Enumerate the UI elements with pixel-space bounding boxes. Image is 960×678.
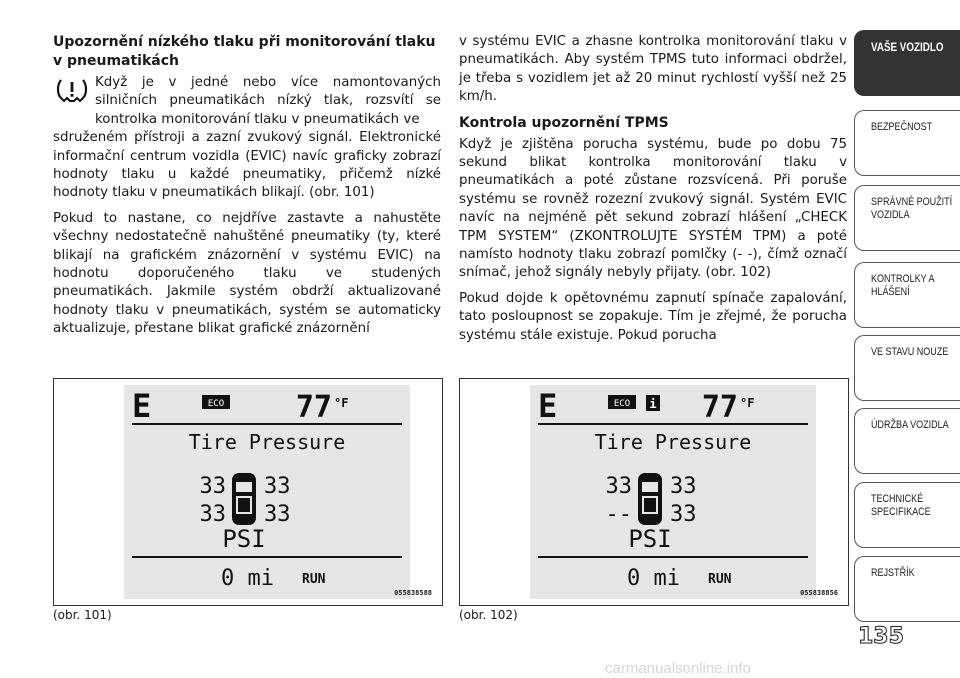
figure-102-caption: (obr. 102) (459, 608, 518, 622)
tab-rejstrik[interactable] (854, 556, 960, 622)
compass-heading: E (132, 387, 152, 425)
pressure-rear-right: 33 (670, 502, 697, 527)
tab-label: ÚDRŽBA VOZIDLA (871, 419, 949, 431)
tab-spravne-pouziti[interactable] (854, 185, 960, 251)
right-column (459, 33, 847, 352)
watermark: carmanualsonline.info (605, 660, 751, 677)
figure-101-caption: (obr. 101) (53, 608, 112, 622)
run-indicator: RUN (302, 572, 326, 587)
tab-udrzba[interactable] (854, 408, 960, 474)
tab-label: BEZPEČNOST (871, 121, 933, 133)
compass-heading: E (538, 387, 558, 425)
paragraph-stop-and-inflate: Pokud to nastane, co nejdříve zastavte a nahustěte všechny nedostatečně nahuštěné pneumatiky (ty, které blikají na grafickém znázornění v systému EVIC) na hodnotu doporučeného tlaku ve studených pneumatikách. Jakmile systém obdrží aktualizované hodnoty tlaku v pneumatikách, systém se automaticky aktualizuje, přestane blikat grafické znázornění (53, 210, 441, 337)
temperature-value: 77 (295, 390, 332, 425)
paragraph-ignition-repeat: Pokud dojde k opětovnému zapnutí spínače zapalování, tato posloupnost se zopakuje. Tím je zřejmé, že porucha systému stále existuje. Pokud porucha (459, 290, 847, 343)
tab-nouze[interactable] (854, 335, 960, 401)
pressure-front-right: 33 (264, 474, 291, 499)
temperature-value: 77 (701, 390, 738, 425)
tab-label: REJSTŘÍK (871, 567, 915, 579)
tab-label: VE STAVU NOUZE (871, 346, 949, 358)
paragraph-system-fault: Když je zjištěna porucha systému, bude po dobu 75 sekund blikat kontrolka monitorování tlaku v pneumatikách a poté zůstane rozsvícená. Při poruše systému se rovněž rozezní zvukový signál. Systém EVIC navíc na nejméně pět sekund zobrazí hlášení „CHECK TPM SYSTEM“ (ZKONTROLUJTE SYSTÉM TPM) a poté namísto hodnoty tlaku zobrazí pomlčky (- -), čímž označí snímač, jehož signály nebyly přijaty. (obr. 102) (459, 136, 847, 281)
info-icon: i (649, 397, 657, 411)
page-number: 135 (858, 624, 904, 649)
tab-bezpecnost[interactable] (854, 110, 960, 176)
tab-label: TECHNICKÉ SPECIFIKACE (871, 493, 931, 518)
eco-label: ECO (207, 399, 225, 409)
eco-label: ECO (613, 399, 631, 409)
tire-pressure-title: Tire Pressure (188, 430, 346, 454)
pressure-rear-left: -- (605, 502, 632, 527)
car-top-view-icon (232, 473, 256, 525)
pressure-front-left: 33 (199, 474, 226, 499)
run-indicator: RUN (708, 572, 732, 587)
tab-vase-vozidlo[interactable] (854, 30, 960, 96)
odometer-value: 0 mi (221, 566, 274, 591)
pressure-front-right: 33 (670, 474, 697, 499)
warning-paragraph-lead: Když je v jedné nebo více namontovaných silničních pneumatikách nízký tlak, rozsvítí se kontrolka monitorování tlaku v pneumatikách ve (95, 75, 441, 127)
tab-label: VAŠE VOZIDLO (871, 40, 944, 54)
figure-101 (53, 378, 443, 606)
temperature-unit: °F (334, 396, 349, 410)
figure-102 (459, 378, 849, 606)
psi-unit: PSI (222, 525, 266, 553)
psi-unit: PSI (628, 525, 672, 553)
pressure-rear-left: 33 (199, 502, 226, 527)
warning-paragraph-rest: sdruženém přístroji a zazní zvukový signál. Elektronické informační centrum vozidla (EVIC) navíc graficky zobrazí hodnoty tlaku u každé pneumatiky, přičemž nízké hodnoty tlaku v pneumatikách blikají. (obr. 101) (53, 130, 441, 201)
tire-pressure-warning-icon (55, 77, 89, 103)
warning-block (53, 74, 441, 129)
heading-tpms-check: Kontrola upozornění TPMS (459, 114, 669, 131)
figure-code: 055838588 (394, 589, 432, 597)
tab-label: SPRÁVNÉ POUŽITÍ VOZIDLA (871, 196, 953, 221)
paragraph-evic-continue: v systému EVIC a zhasne kontrolka monitorování tlaku v pneumatikách. Aby systém TPMS tuto informaci obdržel, je třeba s vozidlem jet až 20 minut rychlostí vyšší než 25 km/h. (459, 34, 847, 105)
tab-technicke-specifikace[interactable] (854, 482, 960, 548)
car-top-view-icon (638, 473, 662, 525)
pressure-front-left: 33 (605, 474, 632, 499)
tire-pressure-title: Tire Pressure (594, 430, 752, 454)
temperature-unit: °F (740, 396, 755, 410)
tab-kontrolky[interactable] (854, 262, 960, 328)
pressure-rear-right: 33 (264, 502, 291, 527)
left-column (53, 33, 441, 346)
evic-display (530, 385, 816, 599)
heading-low-pressure: Upozornění nízkého tlaku při monitorování tlaku v pneumatikách (53, 34, 436, 69)
odometer-value: 0 mi (627, 566, 680, 591)
figure-code: 055838856 (800, 589, 838, 597)
tab-label: KONTROLKY A HLÁŠENÍ (871, 273, 934, 298)
evic-display (124, 385, 410, 599)
